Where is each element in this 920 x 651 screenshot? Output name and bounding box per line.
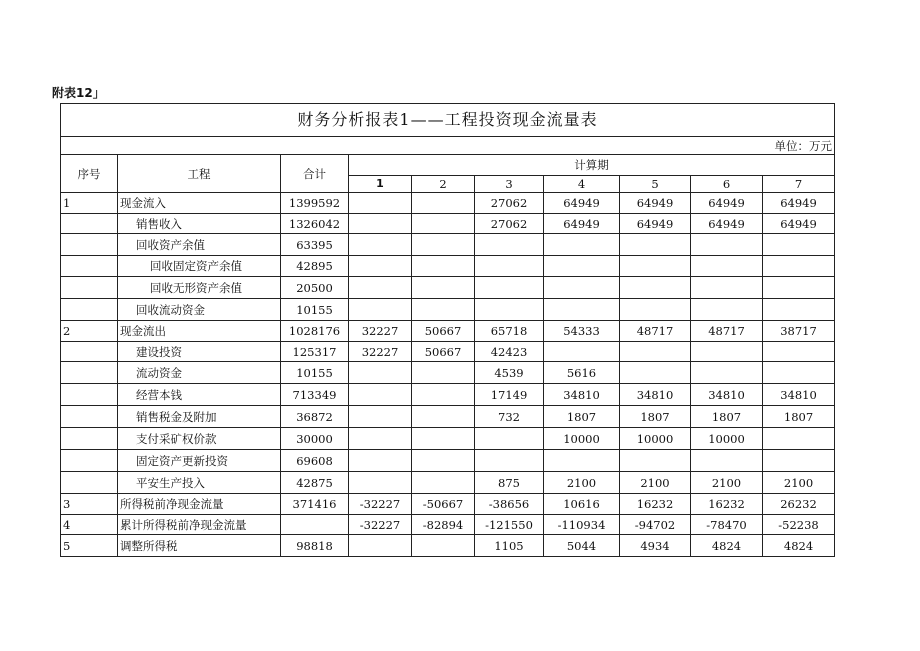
row-item: 流动资金 bbox=[118, 362, 281, 384]
row-total: 36872 bbox=[281, 406, 349, 428]
row-period-7-value bbox=[763, 256, 835, 277]
row-period-6-value bbox=[691, 450, 763, 472]
row-period-7-value: 34810 bbox=[763, 384, 835, 406]
row-period-6-value: 10000 bbox=[691, 428, 763, 450]
row-period-7-value: 26232 bbox=[763, 494, 835, 515]
row-period-4-value: 5044 bbox=[544, 535, 620, 557]
row-period-1-value bbox=[349, 450, 412, 472]
row-period-2-value: -50667 bbox=[412, 494, 475, 515]
row-seq bbox=[61, 428, 118, 450]
row-period-7-value bbox=[763, 342, 835, 362]
header-period: 计算期 bbox=[349, 155, 835, 176]
row-period-5-value bbox=[620, 362, 691, 384]
row-period-2-value bbox=[412, 277, 475, 299]
row-period-3-value: 42423 bbox=[475, 342, 544, 362]
row-period-4-value: 64949 bbox=[544, 193, 620, 214]
row-period-7-value bbox=[763, 450, 835, 472]
row-period-3-value bbox=[475, 450, 544, 472]
row-item: 销售税金及附加 bbox=[118, 406, 281, 428]
row-period-2-value: -82894 bbox=[412, 515, 475, 535]
row-period-6-value bbox=[691, 342, 763, 362]
row-period-7-value bbox=[763, 362, 835, 384]
row-item: 支付采矿权价款 bbox=[118, 428, 281, 450]
row-period-5-value: 34810 bbox=[620, 384, 691, 406]
table-row bbox=[61, 535, 835, 557]
row-period-5-value: -94702 bbox=[620, 515, 691, 535]
row-period-5-value: 4934 bbox=[620, 535, 691, 557]
row-seq bbox=[61, 406, 118, 428]
row-period-1-value bbox=[349, 193, 412, 214]
row-period-4-value: -110934 bbox=[544, 515, 620, 535]
row-seq: 3 bbox=[61, 494, 118, 515]
table-row bbox=[61, 342, 835, 362]
row-period-1-value bbox=[349, 214, 412, 234]
row-period-1-value bbox=[349, 472, 412, 494]
row-period-4-value: 5616 bbox=[544, 362, 620, 384]
row-period-6-value: 34810 bbox=[691, 384, 763, 406]
header-total: 合计 bbox=[281, 155, 349, 193]
row-period-3-value bbox=[475, 299, 544, 321]
row-seq bbox=[61, 450, 118, 472]
row-period-6-value: 64949 bbox=[691, 193, 763, 214]
row-period-1-value: 32227 bbox=[349, 321, 412, 342]
row-period-1-value bbox=[349, 362, 412, 384]
row-period-3-value: -121550 bbox=[475, 515, 544, 535]
cash-flow-table bbox=[60, 103, 835, 557]
table-row bbox=[61, 450, 835, 472]
row-total: 10155 bbox=[281, 299, 349, 321]
row-total: 63395 bbox=[281, 234, 349, 256]
row-period-3-value: 1105 bbox=[475, 535, 544, 557]
row-item: 建设投资 bbox=[118, 342, 281, 362]
row-seq bbox=[61, 384, 118, 406]
row-total bbox=[281, 515, 349, 535]
header-item: 工程 bbox=[118, 155, 281, 193]
row-total: 1399592 bbox=[281, 193, 349, 214]
row-period-2-value bbox=[412, 234, 475, 256]
row-period-1-value bbox=[349, 256, 412, 277]
row-period-2-value: 50667 bbox=[412, 321, 475, 342]
row-period-3-value: 65718 bbox=[475, 321, 544, 342]
row-period-4-value bbox=[544, 256, 620, 277]
row-period-2-value bbox=[412, 450, 475, 472]
table-row bbox=[61, 515, 835, 535]
row-period-6-value: -78470 bbox=[691, 515, 763, 535]
row-period-1-value bbox=[349, 277, 412, 299]
row-period-4-value: 2100 bbox=[544, 472, 620, 494]
row-total: 10155 bbox=[281, 362, 349, 384]
row-period-2-value bbox=[412, 299, 475, 321]
table-row bbox=[61, 321, 835, 342]
row-period-3-value: 17149 bbox=[475, 384, 544, 406]
row-period-3-value bbox=[475, 428, 544, 450]
table-row bbox=[61, 214, 835, 234]
row-period-1-value bbox=[349, 234, 412, 256]
table-row bbox=[61, 384, 835, 406]
row-period-3-value: 27062 bbox=[475, 214, 544, 234]
row-item: 回收流动资金 bbox=[118, 299, 281, 321]
table-row bbox=[61, 494, 835, 515]
row-period-2-value bbox=[412, 256, 475, 277]
row-period-3-value: 27062 bbox=[475, 193, 544, 214]
row-period-1-value: -32227 bbox=[349, 515, 412, 535]
row-period-2-value bbox=[412, 384, 475, 406]
row-period-1-value bbox=[349, 535, 412, 557]
row-period-7-value: 64949 bbox=[763, 193, 835, 214]
row-item: 固定资产更新投资 bbox=[118, 450, 281, 472]
table-row bbox=[61, 362, 835, 384]
row-item: 销售收入 bbox=[118, 214, 281, 234]
row-period-5-value: 48717 bbox=[620, 321, 691, 342]
row-period-2-value bbox=[412, 428, 475, 450]
row-period-1-value bbox=[349, 406, 412, 428]
row-total: 371416 bbox=[281, 494, 349, 515]
row-period-5-value: 1807 bbox=[620, 406, 691, 428]
row-item: 回收固定资产余值 bbox=[118, 256, 281, 277]
row-period-5-value bbox=[620, 450, 691, 472]
header-period-5: 5 bbox=[620, 176, 691, 193]
row-period-7-value: 38717 bbox=[763, 321, 835, 342]
table-row bbox=[61, 193, 835, 214]
row-period-5-value bbox=[620, 256, 691, 277]
row-period-5-value bbox=[620, 342, 691, 362]
row-seq bbox=[61, 214, 118, 234]
row-item: 回收资产余值 bbox=[118, 234, 281, 256]
row-period-3-value bbox=[475, 256, 544, 277]
row-period-4-value: 54333 bbox=[544, 321, 620, 342]
row-seq: 5 bbox=[61, 535, 118, 557]
row-total: 125317 bbox=[281, 342, 349, 362]
row-period-7-value: 64949 bbox=[763, 214, 835, 234]
table-row bbox=[61, 406, 835, 428]
header-period-2: 2 bbox=[412, 176, 475, 193]
row-period-6-value: 2100 bbox=[691, 472, 763, 494]
row-item: 回收无形资产余值 bbox=[118, 277, 281, 299]
row-period-6-value bbox=[691, 299, 763, 321]
header-seq: 序号 bbox=[61, 155, 118, 193]
row-period-6-value bbox=[691, 234, 763, 256]
row-period-3-value: -38656 bbox=[475, 494, 544, 515]
row-period-3-value: 732 bbox=[475, 406, 544, 428]
header-period-3: 3 bbox=[475, 176, 544, 193]
row-total: 1326042 bbox=[281, 214, 349, 234]
row-period-4-value bbox=[544, 277, 620, 299]
row-total: 42895 bbox=[281, 256, 349, 277]
row-period-5-value bbox=[620, 299, 691, 321]
row-period-4-value: 1807 bbox=[544, 406, 620, 428]
row-period-4-value bbox=[544, 234, 620, 256]
row-item: 现金流出 bbox=[118, 321, 281, 342]
row-period-1-value bbox=[349, 299, 412, 321]
row-period-1-value: 32227 bbox=[349, 342, 412, 362]
table-row bbox=[61, 277, 835, 299]
row-total: 69608 bbox=[281, 450, 349, 472]
table-row bbox=[61, 234, 835, 256]
header-period-1: 1 bbox=[349, 176, 412, 193]
row-seq bbox=[61, 362, 118, 384]
row-period-1-value bbox=[349, 384, 412, 406]
row-period-7-value: -52238 bbox=[763, 515, 835, 535]
row-period-5-value: 64949 bbox=[620, 193, 691, 214]
unit-label: 单位：万元 bbox=[61, 137, 835, 155]
table-row bbox=[61, 299, 835, 321]
row-period-2-value bbox=[412, 214, 475, 234]
row-total: 713349 bbox=[281, 384, 349, 406]
row-period-6-value: 4824 bbox=[691, 535, 763, 557]
row-period-3-value: 4539 bbox=[475, 362, 544, 384]
row-period-6-value bbox=[691, 256, 763, 277]
row-seq: 2 bbox=[61, 321, 118, 342]
row-total: 98818 bbox=[281, 535, 349, 557]
appendix-label: 附表12」 bbox=[52, 86, 105, 100]
row-period-6-value: 16232 bbox=[691, 494, 763, 515]
table-row bbox=[61, 428, 835, 450]
row-period-3-value bbox=[475, 277, 544, 299]
row-item: 现金流入 bbox=[118, 193, 281, 214]
header-period-4: 4 bbox=[544, 176, 620, 193]
row-period-2-value bbox=[412, 193, 475, 214]
row-period-7-value bbox=[763, 428, 835, 450]
row-total: 20500 bbox=[281, 277, 349, 299]
row-period-2-value bbox=[412, 472, 475, 494]
row-period-4-value bbox=[544, 342, 620, 362]
row-seq bbox=[61, 299, 118, 321]
row-period-5-value: 2100 bbox=[620, 472, 691, 494]
row-period-7-value bbox=[763, 277, 835, 299]
row-period-4-value bbox=[544, 450, 620, 472]
row-total: 42875 bbox=[281, 472, 349, 494]
row-seq bbox=[61, 472, 118, 494]
row-item: 平安生产投入 bbox=[118, 472, 281, 494]
row-period-3-value: 875 bbox=[475, 472, 544, 494]
row-period-4-value: 10000 bbox=[544, 428, 620, 450]
row-item: 调整所得税 bbox=[118, 535, 281, 557]
row-period-2-value bbox=[412, 406, 475, 428]
row-period-2-value: 50667 bbox=[412, 342, 475, 362]
row-period-4-value: 10616 bbox=[544, 494, 620, 515]
row-period-7-value: 2100 bbox=[763, 472, 835, 494]
row-period-2-value bbox=[412, 535, 475, 557]
row-period-4-value bbox=[544, 299, 620, 321]
row-item: 经营本钱 bbox=[118, 384, 281, 406]
header-period-6: 6 bbox=[691, 176, 763, 193]
row-period-7-value: 4824 bbox=[763, 535, 835, 557]
row-seq bbox=[61, 342, 118, 362]
row-seq bbox=[61, 234, 118, 256]
row-seq bbox=[61, 277, 118, 299]
row-period-5-value bbox=[620, 234, 691, 256]
row-period-7-value bbox=[763, 234, 835, 256]
row-period-5-value: 16232 bbox=[620, 494, 691, 515]
table-row bbox=[61, 256, 835, 277]
row-period-6-value bbox=[691, 362, 763, 384]
row-period-1-value bbox=[349, 428, 412, 450]
row-period-7-value: 1807 bbox=[763, 406, 835, 428]
row-period-6-value: 48717 bbox=[691, 321, 763, 342]
row-period-5-value: 10000 bbox=[620, 428, 691, 450]
row-period-3-value bbox=[475, 234, 544, 256]
row-period-2-value bbox=[412, 362, 475, 384]
row-period-7-value bbox=[763, 299, 835, 321]
row-period-4-value: 34810 bbox=[544, 384, 620, 406]
row-seq: 1 bbox=[61, 193, 118, 214]
row-total: 30000 bbox=[281, 428, 349, 450]
row-seq bbox=[61, 256, 118, 277]
row-total: 1028176 bbox=[281, 321, 349, 342]
row-period-6-value bbox=[691, 277, 763, 299]
row-period-5-value: 64949 bbox=[620, 214, 691, 234]
row-item: 所得税前净现金流量 bbox=[118, 494, 281, 515]
row-item: 累计所得税前净现金流量 bbox=[118, 515, 281, 535]
row-period-1-value: -32227 bbox=[349, 494, 412, 515]
row-period-6-value: 1807 bbox=[691, 406, 763, 428]
row-seq: 4 bbox=[61, 515, 118, 535]
header-period-7: 7 bbox=[763, 176, 835, 193]
row-period-4-value: 64949 bbox=[544, 214, 620, 234]
row-period-5-value bbox=[620, 277, 691, 299]
table-title: 财务分析报表1——工程投资现金流量表 bbox=[61, 104, 835, 137]
table-row bbox=[61, 472, 835, 494]
row-period-6-value: 64949 bbox=[691, 214, 763, 234]
